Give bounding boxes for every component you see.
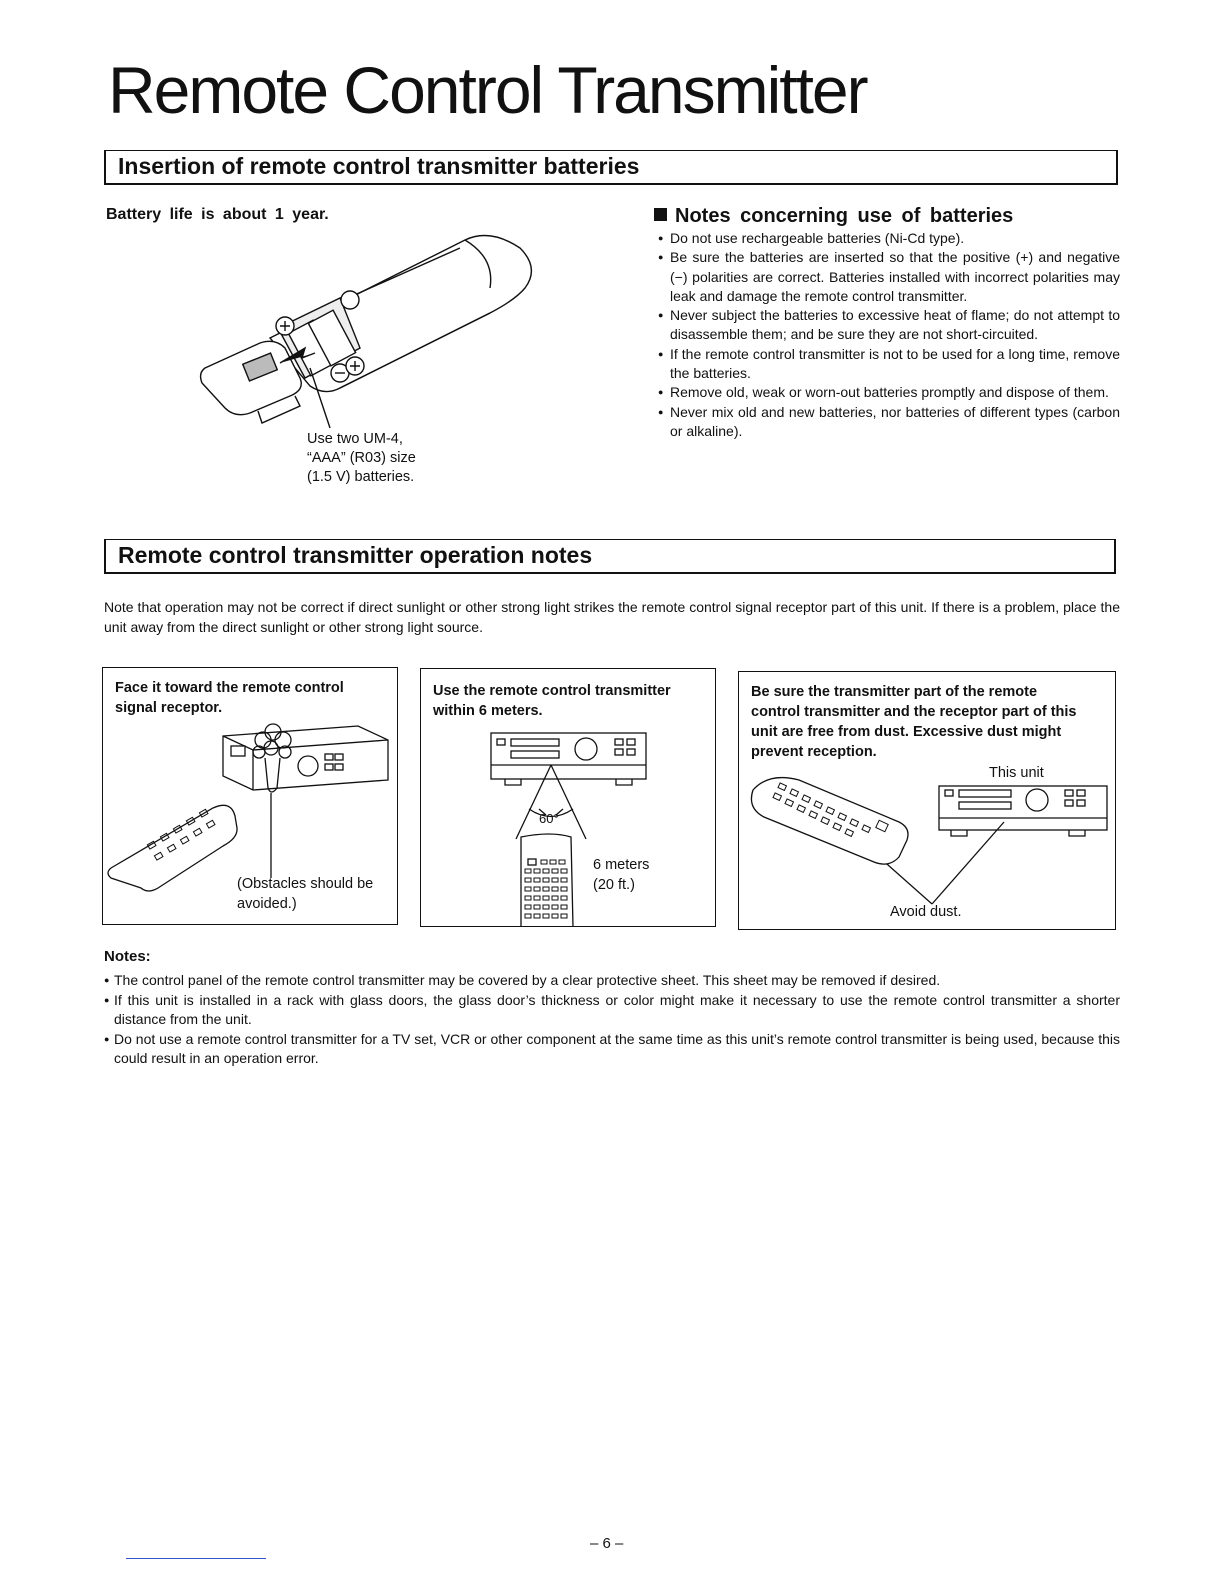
battery-caption-line: (1.5 V) batteries. — [307, 469, 415, 485]
list-item: ● Do not use a remote control transmitter for a TV set, VCR or other component at the same time as this unit’s remote control transmitter is being used, because this could result in an operation error. — [104, 1030, 1120, 1069]
obstacle-label-line: (Obstacles should be — [237, 876, 374, 892]
section-heading-operation-text: Remote control transmitter operation notes — [118, 542, 593, 568]
list-item: ● If this unit is installed in a rack with glass doors, the glass door’s thickness or color might make it necessary to use the remote control transmitter a shorter distance from the unit. — [104, 991, 1120, 1030]
battery-life-text: Battery life is about 1 year. — [106, 206, 329, 223]
panel-title — [115, 678, 344, 718]
obstacle-label-line: avoided.) — [237, 896, 297, 912]
panel-title-line: Face it toward the remote control — [115, 680, 344, 696]
list-item: ● Never mix old and new batteries, nor batteries of different types (carbon or alkaline). — [658, 403, 1120, 442]
panel-title-line: within 6 meters. — [433, 703, 543, 719]
panel-title-line: prevent reception. — [751, 744, 877, 760]
panel-title-line: unit are free from dust. Excessive dust might — [751, 724, 1062, 740]
list-item: ● Never subject the batteries to excessive heat of flame; do not attempt to disassemble them; and be sure they are not short-circuited. — [658, 306, 1120, 345]
notes-heading: Notes: — [104, 948, 151, 965]
obstacle-label — [237, 874, 373, 914]
panel-title-line: signal receptor. — [115, 700, 223, 716]
list-item: ● Do not use rechargeable batteries (Ni-Cd type). — [658, 229, 1120, 248]
panel-title-line: control transmitter and the receptor part of this — [751, 704, 1077, 720]
angle-label: 60° — [539, 811, 559, 826]
this-unit-label: This unit — [989, 765, 1044, 781]
footer-rule — [126, 1558, 266, 1559]
battery-caption-line: “AAA” (R03) size — [307, 450, 416, 466]
battery-insertion-illustration — [190, 228, 550, 438]
panel-title — [433, 681, 671, 721]
list-item: ● If the remote control transmitter is not to be used for a long time, remove the batteries. — [658, 345, 1120, 384]
battery-notes-list — [658, 229, 1120, 441]
panel-face-receptor — [102, 667, 398, 925]
avoid-dust-label: Avoid dust. — [890, 904, 962, 920]
battery-notes-heading-text: Notes concerning use of batteries — [675, 205, 1014, 227]
list-item: ● Remove old, weak or worn-out batteries promptly and dispose of them. — [658, 383, 1120, 402]
section-heading-insertion-text: Insertion of remote control transmitter batteries — [118, 153, 640, 179]
panel-title-line: Be sure the transmitter part of the remote — [751, 684, 1038, 700]
battery-caption-line: Use two UM-4, — [307, 431, 403, 447]
page-title: Remote Control Transmitter — [108, 53, 867, 127]
notes-list — [104, 971, 1120, 1069]
list-item: ● The control panel of the remote control transmitter may be covered by a clear protective sheet. This sheet may be removed if desired. — [104, 971, 1120, 991]
battery-notes-heading — [654, 205, 1013, 228]
operation-intro-text: Note that operation may not be correct if direct sunlight or other strong light strikes the remote control signal receptor part of this unit. If there is a problem, place the unit away from the direct sunlight or other strong light source. — [104, 599, 1120, 635]
distance-label-line: 6 meters — [593, 857, 650, 873]
section-heading-insertion — [104, 150, 1118, 185]
square-bullet-icon — [654, 208, 667, 221]
page-number: – 6 – — [590, 1535, 624, 1552]
list-item: ● Be sure the batteries are inserted so that the positive (+) and negative (−) polarities are correct. Batteries installed with incorrect polarities may leak and damage the remote control transmitter. — [658, 248, 1120, 306]
battery-caption — [307, 430, 467, 487]
distance-label — [593, 855, 649, 895]
section-heading-operation — [104, 539, 1116, 574]
panel-distance — [420, 668, 716, 927]
panel-title-line: Use the remote control transmitter — [433, 683, 671, 699]
panel-title — [751, 682, 1077, 762]
panel-dust — [738, 671, 1116, 930]
distance-label-line: (20 ft.) — [593, 877, 635, 893]
